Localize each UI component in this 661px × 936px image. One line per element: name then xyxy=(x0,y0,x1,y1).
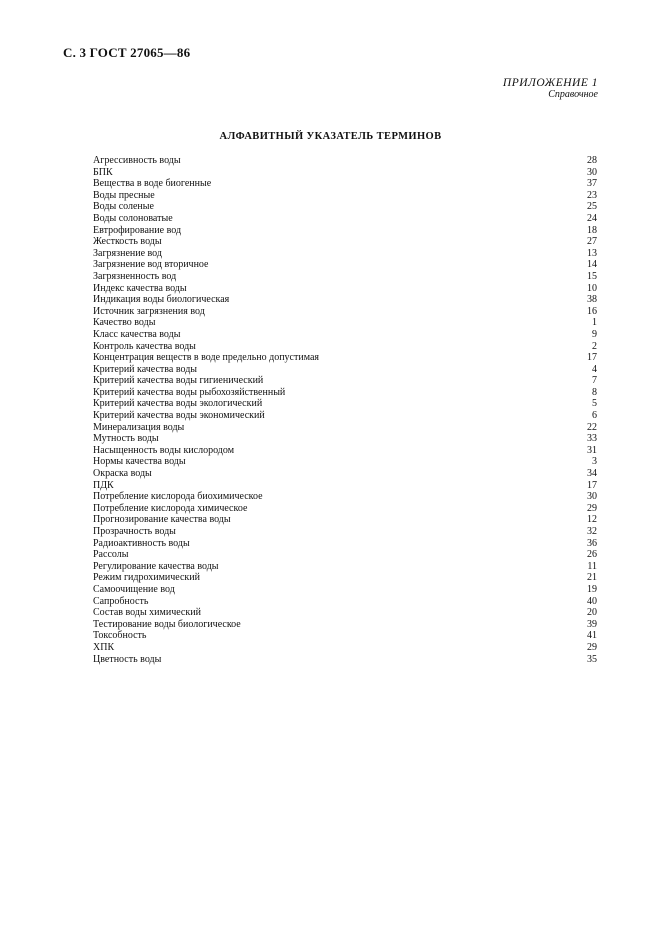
index-entry-term: Критерий качества воды рыбохозяйственный xyxy=(93,386,286,398)
index-entry-page: 11 xyxy=(587,560,597,572)
index-entry-page: 37 xyxy=(587,178,597,190)
index-entry-page: 27 xyxy=(587,236,597,248)
index-entry-term: Воды солоноватые xyxy=(93,212,173,224)
index-entry-term: Критерий качества воды экологический xyxy=(93,398,263,410)
index-entry-term: Радиоактивность воды xyxy=(93,537,190,549)
index-entry-page: 19 xyxy=(587,583,597,595)
index-entry-term: Загрязненность вод xyxy=(93,270,177,282)
index-entry-page: 4 xyxy=(592,363,597,375)
index-entry xyxy=(93,630,597,642)
index-entry-page: 6 xyxy=(592,410,597,422)
index-entry xyxy=(93,283,597,295)
index-entry xyxy=(93,329,597,341)
index-entry-page: 26 xyxy=(587,549,597,561)
index-entry-term: Индикация воды биологическая xyxy=(93,294,230,306)
index-entry-term: Загрязнение вод xyxy=(93,247,162,259)
index-entry-term: Сапробность xyxy=(93,595,149,607)
index-entry-term: Евтрофирование вод xyxy=(93,224,182,236)
index-entry xyxy=(93,514,597,526)
index-entry-page: 17 xyxy=(587,352,597,364)
index-entry xyxy=(93,456,597,468)
index-entry xyxy=(93,584,597,596)
index-entry xyxy=(93,248,597,260)
index-entry-term: Прогнозирование качества воды xyxy=(93,514,231,526)
index-entry-term: Окраска воды xyxy=(93,468,152,480)
index-entry-term: Рассолы xyxy=(93,549,129,561)
index-entry xyxy=(93,259,597,271)
index-entry-page: 16 xyxy=(587,305,597,317)
index-entry xyxy=(93,236,597,248)
index-entry xyxy=(93,398,597,410)
index-entry-term: Потребление кислорода биохимическое xyxy=(93,491,263,503)
index-entry-term: Воды пресные xyxy=(93,189,155,201)
index-entry-page: 31 xyxy=(587,444,597,456)
index-entry-page: 10 xyxy=(587,282,597,294)
index-entry xyxy=(93,178,597,190)
index-entry-term: Нормы качества воды xyxy=(93,456,186,468)
page-header: С. 3 ГОСТ 27065—86 xyxy=(63,45,191,60)
index-entry-page: 12 xyxy=(587,514,597,526)
appendix-title: ПРИЛОЖЕНИЕ 1 xyxy=(502,77,598,89)
index-entry-term: Токсобность xyxy=(93,630,147,642)
index-entry-term: Тестирование воды биологическое xyxy=(93,618,241,630)
index-entry-term: Состав воды химический xyxy=(93,607,201,619)
index-entry-term: Режим гидрохимический xyxy=(93,572,200,584)
index-entry xyxy=(93,619,597,631)
index-entry-page: 40 xyxy=(587,595,597,607)
index-entry-page: 25 xyxy=(587,201,597,213)
index-entry-term: ПДК xyxy=(93,479,114,491)
index-entry-term: Индекс качества воды xyxy=(93,282,187,294)
index-entry-page: 1 xyxy=(592,317,597,329)
index-entry-term: Качество воды xyxy=(93,317,156,329)
index-entry-page: 29 xyxy=(587,641,597,653)
index-entry-page: 14 xyxy=(587,259,597,271)
index-entry xyxy=(93,155,597,167)
index-entry xyxy=(93,503,597,515)
index-entry-term: Регулирование качества воды xyxy=(93,560,219,572)
index-entry-term: Потребление кислорода химическое xyxy=(93,502,248,514)
index-entry-term: Цветность воды xyxy=(93,653,162,665)
index-entry xyxy=(93,317,597,329)
index-entry-page: 9 xyxy=(592,328,597,340)
index-entry-term: Вещества в воде биогенные xyxy=(93,178,212,190)
index-entry-page: 21 xyxy=(587,572,597,584)
index-entry xyxy=(93,538,597,550)
index-entry xyxy=(93,306,597,318)
index-entry xyxy=(93,526,597,538)
index-entry-term: Источник загрязнения вод xyxy=(93,305,205,317)
index-entry xyxy=(93,642,597,654)
index-entry xyxy=(93,422,597,434)
index-entry-page: 39 xyxy=(587,618,597,630)
index-entry xyxy=(93,190,597,202)
index-entry-page: 23 xyxy=(587,189,597,201)
index-entry-page: 30 xyxy=(587,491,597,503)
index-entry xyxy=(93,654,597,666)
index-entry-term: Прозрачность воды xyxy=(93,526,176,537)
index-entry-term: Критерий качества воды экономический xyxy=(93,410,265,422)
index-entry xyxy=(93,410,597,422)
index-entry-term: Минерализация воды xyxy=(93,421,185,433)
index-entry-term: Агрессивность воды xyxy=(93,155,181,166)
index-entry xyxy=(93,596,597,608)
index-entry xyxy=(93,201,597,213)
index-entry xyxy=(93,491,597,503)
index-entry-page: 15 xyxy=(587,270,597,282)
index-entry-term: Мутность воды xyxy=(93,433,159,445)
index-entry xyxy=(93,225,597,237)
index-entry xyxy=(93,468,597,480)
index-entry xyxy=(93,387,597,399)
index-entry-term: Воды соленые xyxy=(93,201,154,213)
index-entry-page: 28 xyxy=(587,155,597,166)
index-entry-page: 41 xyxy=(587,630,597,642)
index-entry-term: БПК xyxy=(93,166,113,178)
index-entry-page: 35 xyxy=(587,653,597,665)
index-entry xyxy=(93,167,597,179)
index-entry xyxy=(93,364,597,376)
index-entry-term: Жесткость воды xyxy=(93,236,162,248)
index-entry-page: 2 xyxy=(592,340,597,352)
index-entry xyxy=(93,352,597,364)
index-entry-page: 24 xyxy=(587,212,597,224)
index-entry-page: 36 xyxy=(587,537,597,549)
index-entry-page: 18 xyxy=(587,224,597,236)
appendix-subtitle: Справочное xyxy=(548,89,598,100)
index-entry-page: 20 xyxy=(587,607,597,619)
index-entry-term: Загрязнение вод вторичное xyxy=(93,259,209,271)
index-entry-page: 5 xyxy=(592,398,597,410)
index-entry xyxy=(93,294,597,306)
index-entry xyxy=(93,561,597,573)
index-entry-term: Концентрация веществ в воде предельно допустимая xyxy=(93,352,320,364)
index-entry-page: 22 xyxy=(587,421,597,433)
index-entry-page: 13 xyxy=(587,247,597,259)
index-entry-page: 3 xyxy=(592,456,597,468)
index-entry-page: 34 xyxy=(587,468,597,480)
term-index-list xyxy=(93,155,597,665)
index-entry-term: ХПК xyxy=(93,641,115,653)
index-entry xyxy=(93,480,597,492)
index-entry-page: 38 xyxy=(587,294,597,306)
index-entry xyxy=(93,572,597,584)
index-title: АЛФАВИТНЫЙ УКАЗАТЕЛЬ ТЕРМИНОВ xyxy=(219,131,442,142)
index-entry-term: Насыщенность воды кислородом xyxy=(93,444,235,456)
index-entry-page: 17 xyxy=(587,479,597,491)
index-entry xyxy=(93,433,597,445)
index-entry xyxy=(93,341,597,353)
index-entry-page: 30 xyxy=(587,166,597,178)
index-entry xyxy=(93,549,597,561)
index-entry-term: Критерий качества воды xyxy=(93,363,198,375)
index-entry xyxy=(93,213,597,225)
index-entry xyxy=(93,271,597,283)
index-entry-page: 33 xyxy=(587,433,597,445)
index-entry-page: 32 xyxy=(587,526,597,537)
index-entry-term: Класс качества воды xyxy=(93,328,181,340)
index-entry-page: 7 xyxy=(592,375,597,387)
index-entry-page: 29 xyxy=(587,502,597,514)
index-entry-term: Контроль качества воды xyxy=(93,340,196,352)
index-entry-term: Самоочищение вод xyxy=(93,583,175,595)
index-entry-page: 8 xyxy=(592,386,597,398)
index-entry-term: Критерий качества воды гигиенический xyxy=(93,375,264,387)
appendix-label xyxy=(503,77,598,101)
index-entry xyxy=(93,607,597,619)
index-entry xyxy=(93,375,597,387)
index-entry xyxy=(93,445,597,457)
